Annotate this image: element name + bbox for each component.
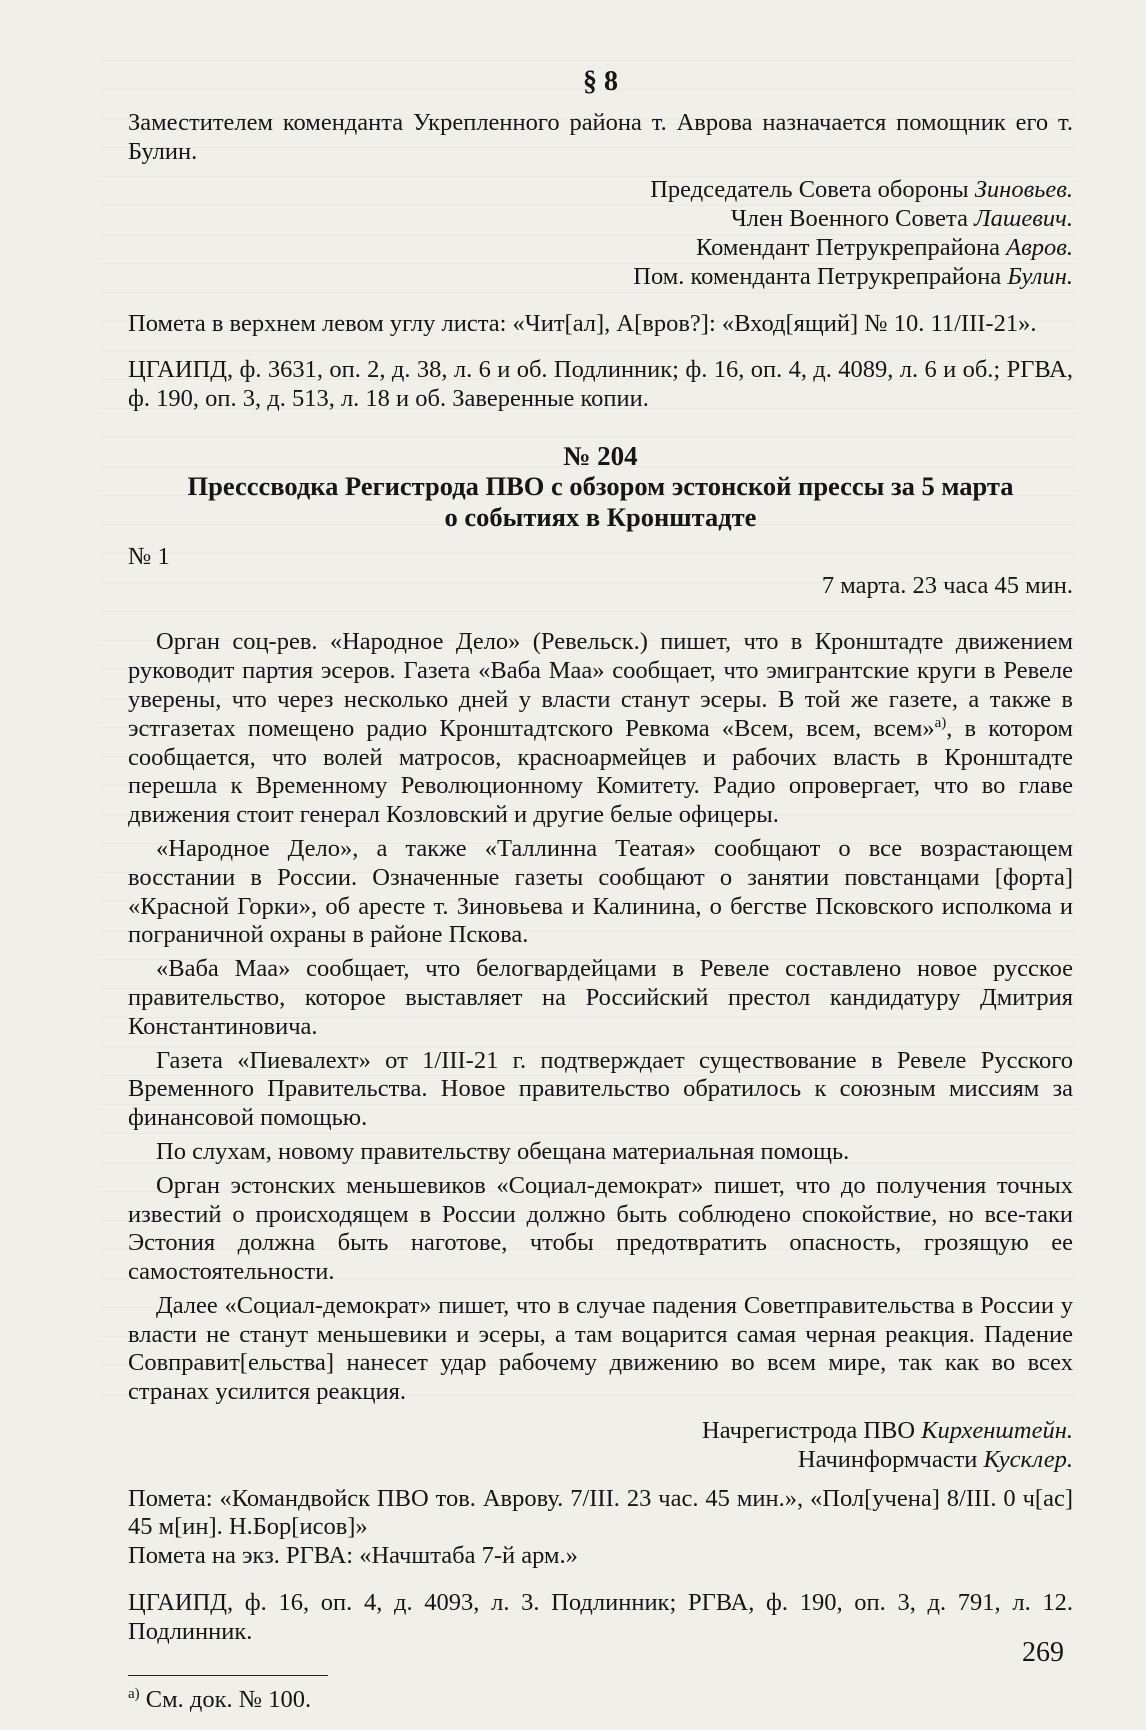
- footnote-ref[interactable]: а): [934, 714, 947, 731]
- body-paragraph: Газета «Пиевалехт» от 1/III-21 г. подтверждает существование в Ревеле Русского Временного Правительства. Новое правительство обратилось к союзным миссиям за финансовой помощью.: [128, 1046, 1073, 1132]
- note-receipt: Помета: «Командвойск ПВО тов. Аврову. 7/III. 23 час. 45 мин.», «Пол[учена] 8/III. 0 ч[ас] 45 м[ин]. Н.Бор[исов]»: [128, 1484, 1073, 1541]
- signature-line: Начрегистрода ПВО Кирхенштейн.: [702, 1417, 1073, 1445]
- note-rgva: Помета на экз. РГВА: «Начштаба 7-й арм.»: [128, 1542, 578, 1570]
- signature-block-2: [128, 1417, 1073, 1475]
- document-number: № 204: [563, 440, 638, 471]
- body-paragraph: Орган соц-рев. «Народное Дело» (Ревельск.) пишет, что в Кронштадте движением руководит партия эсеров. Газета «Ваба Маа» сообщает, что эмигрантские круги в Ревеле уверены, что через несколько дней у власти станут эсеры. В той же газете, а также в эстгазетах помещено радио Кронштадтского Ревкома «Всем, всем, всем»$^{а)}$, в котором сообщается, что волей матросов, красноармейцев и рабочих власть в Кронштадте перешла к Временному Революционному Комитету. Радио опровергает, что во главе движения стоит генерал Козловский и другие белые офицеры.: [128, 628, 1073, 829]
- body-paragraph: Далее «Социал-демократ» пишет, что в случае падения Советправительства в России у власти не станут меньшевики и эсеры, а там воцарится самая черная реакция. Падение Совправит[ельства] нанесет удар рабочему движению во всем мире, так как во всех странах усилится реакция.: [128, 1291, 1073, 1406]
- signature-line: Комендант Петрукрепрайона Авров.: [695, 233, 1073, 261]
- document-sub-number: № 1: [128, 542, 170, 570]
- signature-line: Пом. коменданта Петрукрепрайона Булин.: [633, 262, 1073, 290]
- signature-line: Начинформчасти Кусклер.: [797, 1445, 1073, 1473]
- signature-line: Член Военного Совета Лашевич.: [730, 205, 1073, 233]
- body-paragraph: «Ваба Маа» сообщает, что белогвардейцами в Ревеле составлено новое русское правительство, которое выставляет на Российский престол кандидатуру Дмитрия Константиновича.: [128, 955, 1073, 1040]
- body-paragraph: По слухам, новому правительству обещана материальная помощь.: [156, 1137, 850, 1165]
- page-number: 269: [1022, 1637, 1064, 1668]
- document-title: Пресссводка Регистрода ПВО с обзором эстонской прессы за 5 марта: [187, 470, 1014, 501]
- document-date: 7 марта. 23 часа 45 мин.: [821, 571, 1073, 599]
- signature-line: Председатель Совета обороны Зиновьев.: [650, 176, 1073, 204]
- page-content: [128, 68, 1073, 1714]
- body-paragraph: «Народное Дело», а также «Таллинна Театая» сообщают о все возрастающем восстании в России. Означенные газеты сообщают о занятии повстанцами [форта] «Красной Горки», об аресте т. Зиновьева и Калинина, о бегстве Псковского исполкома и пограничной охраны в районе Пскова.: [128, 834, 1073, 949]
- archive-reference: ЦГАИПД, ф. 3631, оп. 2, д. 38, л. 6 и об. Подлинник; ф. 16, оп. 4, д. 4089, л. 6 и об.; РГВА, ф. 190, оп. 3, д. 513, л. 18 и об. Заверенные копии.: [128, 356, 1073, 413]
- section-text: Заместителем коменданта Укрепленного района т. Аврова назначается помощник его т. Булин.: [128, 108, 1073, 165]
- signature-block: [128, 176, 1073, 291]
- section-heading: § 8: [583, 66, 618, 97]
- footnote-divider: [128, 1675, 328, 1676]
- note-top: Помета в верхнем левом углу листа: «Чит[ал], А[вров?]: «Вход[ящий] № 10. 11/III-21».: [128, 309, 1037, 337]
- footnote: $^{а)}$ См. док. № 100.: [128, 1685, 312, 1713]
- body-paragraph: Орган эстонских меньшевиков «Социал-демократ» пишет, что до получения точных известий о происходящем в России должно быть соблюдено спокойствие, но все-таки Эстония должна быть наготове, чтобы предотвратить опасность, грозящую ее самостоятельности.: [128, 1171, 1073, 1286]
- footnote-mark: а): [128, 1685, 140, 1702]
- archive-reference-2: ЦГАИПД, ф. 16, оп. 4, д. 4093, л. 3. Подлинник; РГВА, ф. 190, оп. 3, д. 791, л. 12. Подлинник.: [128, 1589, 1073, 1645]
- document-title-line2: о событиях в Кронштадте: [444, 501, 757, 532]
